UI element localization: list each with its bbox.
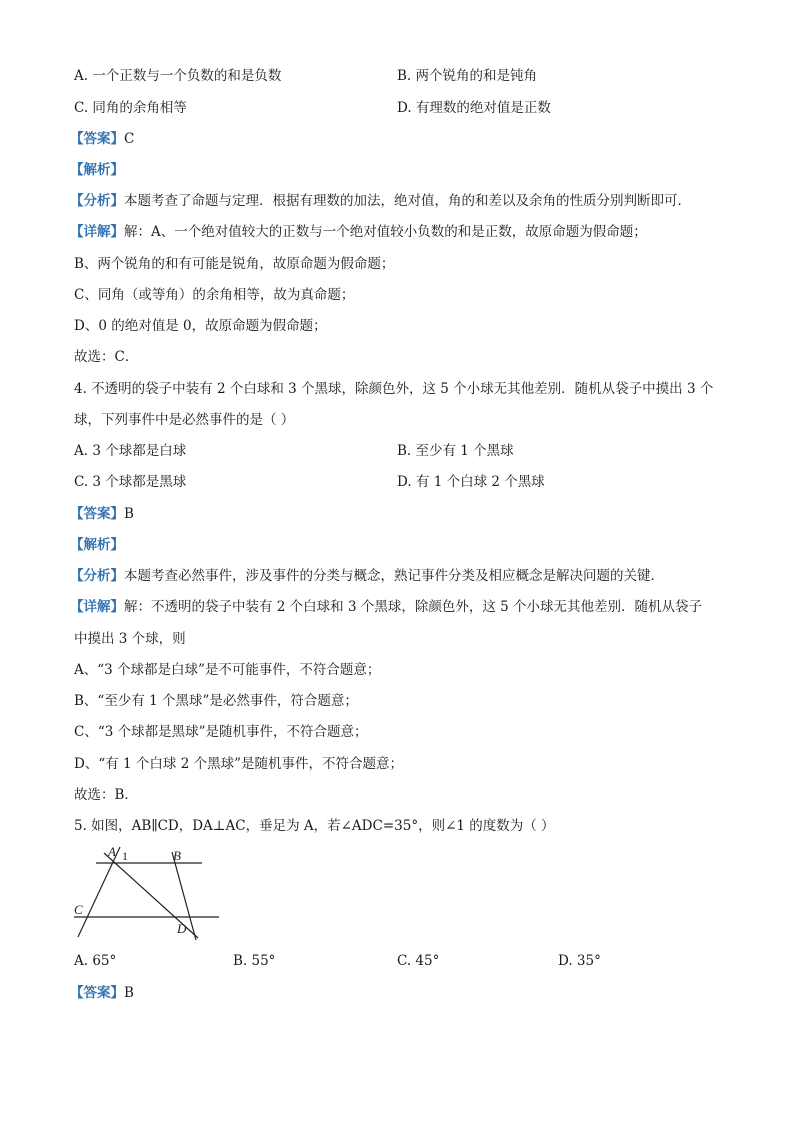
fenxi-text: 本题考查了命题与定理．根据有理数的加法，绝对值，角的和差以及余角的性质分别判断即可． — [124, 193, 691, 209]
xiangjie-tag: 【详解】 — [70, 599, 124, 615]
q4-xiangjie — [70, 598, 702, 616]
q4-line-a: A、“3 个球都是白球”是不可能事件，不符合题意； — [74, 662, 381, 678]
answer-value: B — [124, 506, 134, 522]
q3-option-d: D. 有理数的绝对值是正数 — [397, 100, 551, 116]
xiangjie-tag: 【详解】 — [70, 224, 124, 240]
q5-option-c: C. 45° — [397, 953, 440, 969]
xiangjie-text: 解：A、一个绝对值较大的正数与一个绝对值较小负数的和是正数，故原命题为假命题； — [124, 224, 647, 240]
q3-fenxi — [70, 192, 691, 210]
q5-option-a: A. 65° — [74, 953, 117, 969]
answer-tag: 【答案】 — [70, 985, 124, 1001]
q4-option-a: A. 3 个球都是白球 — [74, 443, 187, 459]
q3-option-c: C. 同角的余角相等 — [74, 100, 187, 116]
q3-answer — [70, 130, 134, 148]
answer-value: C — [124, 131, 135, 147]
q4-option-c: C. 3 个球都是黑球 — [74, 474, 187, 490]
xiangjie-text: 解：不透明的袋子中装有 2 个白球和 3 个黑球，除颜色外，这 5 个小球无其他差别．随机从袋子 — [124, 599, 703, 615]
q4-stem-line2: 球，下列事件中是必然事件的是（ ） — [74, 412, 295, 428]
q4-line-d: D、“有 1 个白球 2 个黑球”是随机事件，不符合题意； — [74, 756, 403, 772]
q4-line-c: C、“3 个球都是黑球”是随机事件，不符合题意； — [74, 724, 368, 740]
q4-line-b: B、“至少有 1 个黑球”是必然事件，符合题意； — [74, 693, 358, 709]
q4-stem-line1: 4. 不透明的袋子中装有 2 个白球和 3 个黑球，除颜色外，这 5 个小球无其他差别．随机从袋子中摸出 3 个 — [74, 381, 714, 397]
q3-choose: 故选：C． — [74, 349, 139, 365]
q5-answer — [70, 984, 134, 1002]
q3-option-b: B. 两个锐角的和是钝角 — [397, 68, 538, 84]
q4-choose: 故选：B． — [74, 787, 138, 803]
answer-tag: 【答案】 — [70, 131, 124, 147]
fenxi-tag: 【分析】 — [70, 568, 124, 584]
q3-option-a: A. 一个正数与一个负数的和是负数 — [74, 68, 282, 84]
q4-analysis-heading: 【解析】 — [70, 537, 124, 553]
q3-analysis-heading: 【解析】 — [70, 162, 124, 178]
line-ac — [78, 847, 120, 937]
label-a: A — [108, 844, 116, 859]
answer-value: B — [124, 985, 134, 1001]
answer-tag: 【答案】 — [70, 506, 124, 522]
q3-line-b: B、两个锐角的和有可能是锐角，故原命题为假命题； — [74, 256, 395, 272]
q4-option-d: D. 有 1 个白球 2 个黑球 — [397, 474, 545, 490]
q4-answer — [70, 505, 134, 523]
label-one: 1 — [122, 849, 128, 863]
q5-geometry-figure — [74, 842, 224, 942]
q5-stem: 5. 如图，AB∥CD，DA⊥AC，垂足为 A，若∠ADC=35°，则∠1 的度数为（ ） — [74, 818, 555, 834]
q4-fenxi — [70, 567, 664, 585]
label-b: B — [173, 848, 181, 863]
label-c: C — [74, 902, 83, 917]
q3-line-d: D、0 的绝对值是 0，故原命题为假命题； — [74, 318, 327, 334]
label-d: D — [177, 921, 187, 936]
q3-xiangjie — [70, 223, 647, 241]
fenxi-tag: 【分析】 — [70, 193, 124, 209]
q5-option-d: D. 35° — [558, 953, 601, 969]
q4-xiangjie-line2: 中摸出 3 个球，则 — [74, 631, 186, 647]
fenxi-text: 本题考查必然事件，涉及事件的分类与概念，熟记事件分类及相应概念是解决问题的关键． — [124, 568, 664, 584]
q4-option-b: B. 至少有 1 个黑球 — [397, 443, 514, 459]
q5-option-b: B. 55° — [233, 953, 276, 969]
q3-line-c: C、同角（或等角）的余角相等，故为真命题； — [74, 287, 355, 303]
